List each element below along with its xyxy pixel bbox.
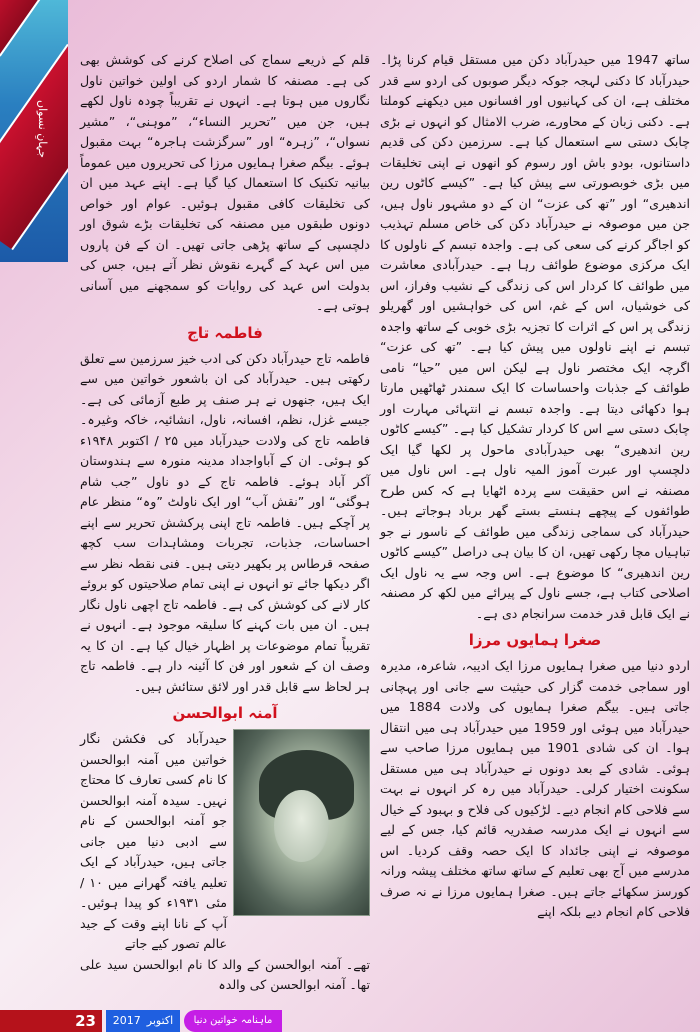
page-footer — [0, 1010, 700, 1032]
right-column — [380, 50, 690, 923]
magazine-name: ماہنامہ خواتین دنیا — [184, 1010, 282, 1032]
section-heading-sughra-humayun-mirza: صغرا ہمایوں مرزا — [468, 631, 602, 649]
article-paragraph: اردو دنیا میں صغرا ہمایوں مرزا ایک ادیبہ، شاعرہ، مدیرہ اور سماجی خدمت گزار کی حیثیت سے جانی اور پہچانی جاتی ہیں۔ بیگم صغرا ہمایوں کی ولادت 1884 میں حیدرآباد میں ہوئی اور 1959 میں حیدرآباد ہی میں انتقال ہوا۔ ان کی شادی 1901 میں ہمایوں مرزا صاحب سے ہوئی۔ شادی کے بعد دونوں نے حیدرآباد ہی میں مستقل سکونت اختیار کرلی۔ حیدرآباد میں رہ کر انہوں نے بہت سے فلاحی کام انجام دیے۔ لڑکیوں کی فلاح و بہبود کے خیال سے انہوں نے ایک مدرسہ صفدریہ قائم کیا، جس کے لیے موصوفہ نے اپنی جائداد کا ایک حصہ وقف کردیا۔ اس مدرسے میں آج بھی تعلیم کے ساتھ ساتھ مختلف پیشہ ورانہ کورسز سکھائے جاتے ہیں۔ صغرا ہمایوں مرزا نے نہ صرف فلاحی کام انجام دیے بلکہ اپنے — [380, 658, 691, 919]
amna-paragraph: حیدرآباد کی فکشن نگار خواتین میں آمنہ ابوالحسن کا نام کسی تعارف کا محتاج نہیں۔ سیدہ آمنہ ابوالحسن جو آمنہ ابوالحسن کے نام سے ادبی دنیا میں جانی جاتی ہیں، حیدرآباد کے ایک تعلیم یافتہ گھرانے میں ۱۰ / مئی ۱۹۳۱ء کو پیدا ہوئیں۔ آپ کے نانا اپنے وقت کے جید عالم تصور کیے جاتے — [80, 731, 227, 951]
left-column — [80, 50, 370, 996]
issue-month: اکتوبر — [146, 1013, 174, 1027]
page-number: 23 — [0, 1010, 102, 1032]
section-label: جہانِ نسواں — [36, 100, 49, 158]
article-paragraph: قلم کے ذریعے سماج کی اصلاح کرنے کی کوشش بھی کی ہے۔ مصنفہ کا شمار اردو کی اولین خواتین ناول نگاروں میں ہوتا ہے۔ انہوں نے تقریباً چودہ ناول لکھے ہیں، جن میں ”تحریر النساء“، ”موہنی“، ”مشیر نسواں“، ”زہرہ“ اور ”سرگزشت ہاجرہ“ بہت مقبول ہوئے۔ بیگم صغرا ہمایوں مرزا کی تحریروں میں عموماً بیانیہ تکنیک کا استعمال کیا گیا ہے۔ اپنے عہد میں ان کی تخلیقات کافی مقبول ہوئیں۔ عوام اور خواص دونوں طبقوں میں مصنفہ کی تخلیقات بڑے شوق اور دلچسپی کے ساتھ پڑھی جاتی تھیں۔ ان کے فن پاروں میں اس عہد کے گہرے نقوش نظر آتے ہیں، جس کی بدولت اس عہد کی روایات کو سمجھنے میں آسانی ہوتی ہے۔ — [80, 52, 370, 313]
photo-face — [274, 790, 329, 862]
issue-year: 2017 — [112, 1013, 141, 1027]
article-paragraph: ساتھ 1947 میں حیدرآباد دکن میں مستقل قیام کرنا پڑا۔ حیدرآباد کا دکنی لہجہ جوکہ دیگر صوبوں کی اردو سے قدر مختلف ہے، ان کی کہانیوں اور افسانوں میں دیکھنے کوملتا ہے۔ دکنی زبان کے محاورے، ضرب الامثال کو انہوں نے بڑی چابک دستی سے استعمال کیا ہے۔ سرزمین دکن کی قدیم داستانوں، بودو باش اور رسوم کو انھوں نے اپنی تخلیقات میں بڑی خوبصورتی سے پیش کیا ہے۔ ”کیسے کاٹوں رین اندھیری“ اور ”تھ کی عزت“ ان کے دو مشہور ناول ہیں، جن میں موصوفہ نے حیدرآباد دکن کی خاص مسلم تہذیب کو اجاگر کرنے کی سعی کی ہے۔ واجدہ تبسم کے ناولوں کا ایک مرکزی موضوع طوائف رہا ہے۔ حیدرآبادی معاشرت میں طوائف کا کردار اس کی زندگی کے نشیب وفراز، اس کی خوشیاں، اس کے غم، اس کی خواہشیں اور گھریلو زندگی پر اس کے اثرات کا تجزیہ بڑی خوبی کے ساتھ واجدہ تبسم نے اپنے ناولوں میں پیش کیا ہے۔ ”تھ کی عزت“ اگرچہ ایک مختصر ناول ہے لیکن اس میں ”حیا“ نامی طوائف کے جذبات واحساسات کا ایک سمندر ٹھاٹھیں مارتا ہوا دکھائی دیتا ہے۔ واجدہ تبسم نے انتہائی مہارت اور چابک دستی سے اس کا کردار تشکیل کیا ہے۔ ”کیسے کاٹوں رین اندھیری“ بھی حیدرآبادی ماحول پر لکھا گیا ایک دلچسپ اور عبرت آموز المیہ ناول ہے۔ اس ناول میں مصنفہ نے اس حقیقت سے پردہ اٹھایا ہے کہ کس طرح طوائفوں کے پیچھے ہنستے بستے گھر برباد ہوجاتے ہیں۔ حیدرآباد کی سماجی زندگی میں طوائف کے ناسور نے جو تباہیاں مچا رکھی تھیں، ان کا بیان ہی دراصل ”کیسے کاٹوں رین اندھیری“ کا موضوع ہے۔ اس وجہ سے یہ ناول ایک اصلاحی کتاب ہے، جسے ناول کے پیرائے میں لکھ کر مصنفہ نے ایک قابل قدر خدمت سرانجام دی ہے۔ — [380, 52, 690, 621]
section-heading-amna-abul-hasan: آمنہ ابوالحسن — [172, 704, 278, 722]
amna-section — [80, 729, 370, 955]
issue-date — [106, 1010, 180, 1032]
amna-paragraph-tail: تھے۔ آمنہ ابوالحسن کے والد کا نام ابوالحسن سید علی تھا۔ آمنہ ابوالحسن کی والدہ — [80, 956, 370, 992]
article-paragraph: فاطمہ تاج حیدرآباد دکن کی ادب خیز سرزمین سے تعلق رکھتی ہیں۔ حیدرآباد کی ان باشعور خواتین میں سے ایک ہیں، جنھوں نے ہر صنف پر طبع آزمائی کی ہے۔ جیسے غزل، نظم، افسانہ، ناول، انشائیہ، خاکہ وغیرہ۔ فاطمہ تاج کی ولادت حیدرآباد میں ۲۵ / اکتوبر ۱۹۴۸ء کو ہوئی۔ ان کے آباواجداد مدینہ منورہ سے ہندوستان آکر آباد ہوئے۔ فاطمہ تاج کے دو ناول ”جب شام ہوگئی“ اور ”نقش آب“ اور ایک ناولٹ ”وہ“ منظر عام پر آچکے ہیں۔ فاطمہ تاج اپنی پرکشش تحریر سے اپنے احساسات، جذبات، تجربات ومشاہدات سب کچھ صفحہ قرطاس پر بکھیر دیتی ہیں۔ فنی نقطہ نظر سے اگر دیکھا جائے تو انہوں نے اپنی تمام صلاحیتوں کو بروئے کار لانے کی کوشش کی ہے۔ فاطمہ تاج اچھی ناول نگار ہیں۔ ان میں بات کہنے کا سلیقہ موجود ہے۔ انہوں نے تقریباً تمام موضوعات پر اظہار خیال کیا ہے۔ ان کا یہ وصف ان کے شعور اور فن کا آئینہ دار ہے۔ فاطمہ تاج ہر لحاظ سے قابل قدر اور لائق ستائش ہیں۔ — [80, 350, 370, 694]
portrait-photo — [233, 729, 370, 916]
section-heading-fatima-taj: فاطمہ تاج — [187, 323, 263, 342]
